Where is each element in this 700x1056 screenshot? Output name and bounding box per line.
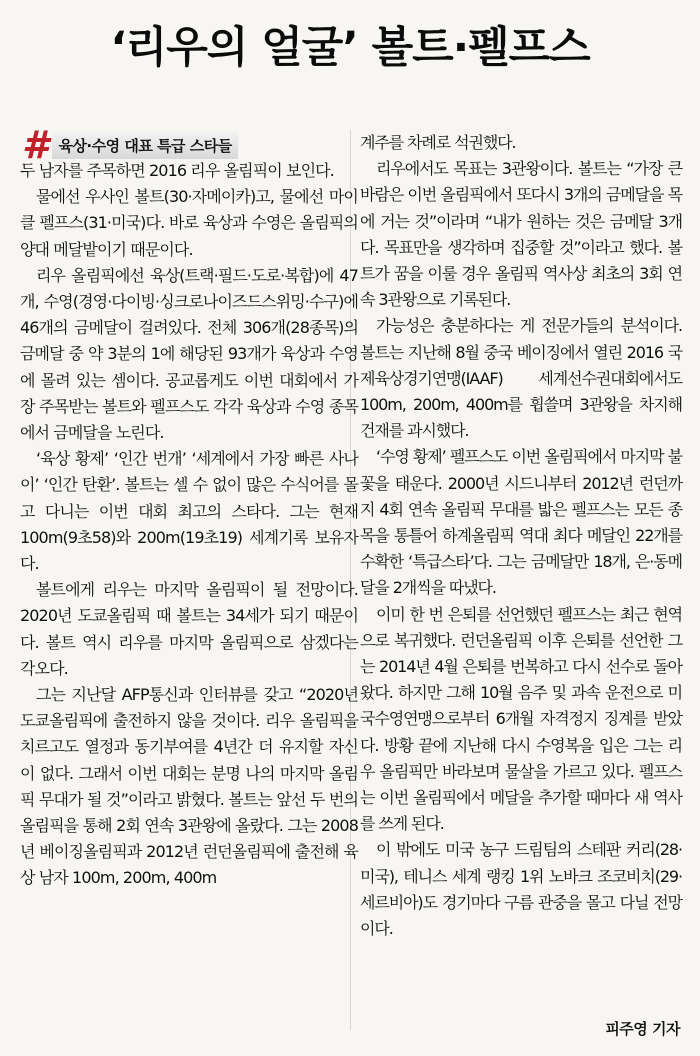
paragraph: 리우 올림픽에선 육상(트랙·필드·도로·복합)에 47개, 수영(경영·다이빙·싱크로나이즈드스위밍·수구)에 46개의 금메달이 걸려있다. 전체 306개(28종목)의 금메달 중 약 3분의 1에 해당된 93개가 육상과 수영에 몰려 있는 셈이다. 공교롭게도 이번 대회에서 가장 주목받는 볼트와 펠프스도 각각 육상과 수영 종목에서 금메달을 노린다. — [20, 265, 358, 443]
paragraph: 그는 지난달 AFP통신과 인터뷰를 갖고 “2020년 도쿄올림픽에 출전하지 않을 것이다. 리우 올림픽을 치르고도 열정과 동기부여를 4년간 더 유지할 자신이 없다. 그래서 이번 대회는 분명 나의 마지막 올림픽 무대가 될 것”이라고 밝혔다. 볼트는 앞선 두 번의 올림픽을 통해 2회 연속 3관왕에 올랐다. 그는 2008년 베이징올림픽과 2012년 런던올림픽에 출전해 육상 남자 100m, 200m, 400m — [20, 685, 358, 888]
paragraph: 이미 한 번 은퇴를 선언했던 펠프스는 최근 현역으로 복귀했다. 런던올림픽 이후 은퇴를 선언한 그는 2014년 4월 은퇴를 번복하고 다시 선수로 돌아왔다. 하지만 그해 10월 음주 및 과속 운전으로 미국수영연맹으로부터 6개월 자격정지 징계를 받았다. 방황 끝에 지난해 다시 수영복을 입은 그는 리우 올림픽만 바라보며 물살을 가르고 있다. 펠프스는 이번 올림픽에서 메달을 추가할 때마다 새 역사를 쓰게 된다. — [360, 604, 682, 834]
paragraph: 볼트에게 리우는 마지막 올림픽이 될 전망이다. 2020년 도쿄올림픽 때 볼트는 34세가 되기 때문이다. 볼트 역시 리우를 마지막 올림픽으로 삼겠다는 각오다. — [20, 580, 358, 678]
paragraph: ‘육상 황제’ ‘인간 번개’ ‘세계에서 가장 빠른 사나이’ ‘인간 탄환’. 볼트는 셀 수 없이 많은 수식어를 몰고 다니는 이번 대회 최고의 스타다. 그는 현재 100m(9초58)와 200m(19초19) 세계기록 보유자다. — [20, 449, 358, 574]
article-column-1 — [20, 158, 358, 892]
byline: 피주영 기자 — [605, 1020, 680, 1038]
article-column-2 — [360, 130, 682, 942]
paragraph: 물에선 우사인 볼트(30·자메이카)고, 물에선 마이클 펠프스(31·미국)다. 바로 육상과 수영은 올림픽의 양대 메달밭이기 때문이다. — [20, 187, 358, 259]
kicker-text: 육상·수영 대표 특급 스타들 — [52, 132, 237, 159]
paragraph: ‘수영 황제’ 펠프스도 이번 올림픽에서 마지막 불꽃을 태운다. 2000년 시드니부터 2012년 런던까지 4회 연속 올림픽 무대를 밟은 펠프스는 모든 종목을 통틀어 하계올림픽 역대 최다 메달인 22개를 수확한 ‘특급스타’다. 그는 금메달만 18개, 은·동메달을 2개씩을 따냈다. — [360, 447, 682, 598]
paragraph: 이 밖에도 미국 농구 드림팀의 스테판 커리(28·미국), 테니스 세계 랭킹 1위 노바크 조코비치(29·세르비아)도 경기마다 구름 관중을 몰고 다닐 전망이다. — [360, 840, 682, 939]
article-headline: ‘리우의 얼굴’ 볼트·펠프스 — [110, 23, 590, 73]
hash-icon: # — [22, 123, 49, 167]
paragraph: 가능성은 충분하다는 게 전문가들의 분석이다. 볼트는 지난해 8월 중국 베이징에서 열린 2016 국제육상경기연맹(IAAF) 세계선수권대회에서도 100m, 200m, 400m를 휩쓸며 3관왕을 차지해 건재를 과시했다. — [360, 316, 682, 441]
paragraph: 두 남자를 주목하면 2016 리우 올림픽이 보인다. — [20, 161, 334, 180]
paragraph: 리우에서도 목표는 3관왕이다. 볼트는 “가장 큰 바람은 이번 올림픽에서 또다시 3개의 금메달을 목에 거는 것”이라며 “내가 원하는 것은 금메달 3개다. 목표만을 생각하며 집중할 것”이라고 했다. 볼트가 꿈을 이룰 경우 올림픽 역사상 최초의 3회 연속 3관왕으로 기록된다. — [360, 159, 682, 310]
paragraph: 계주를 차례로 석권했다. — [360, 133, 516, 152]
